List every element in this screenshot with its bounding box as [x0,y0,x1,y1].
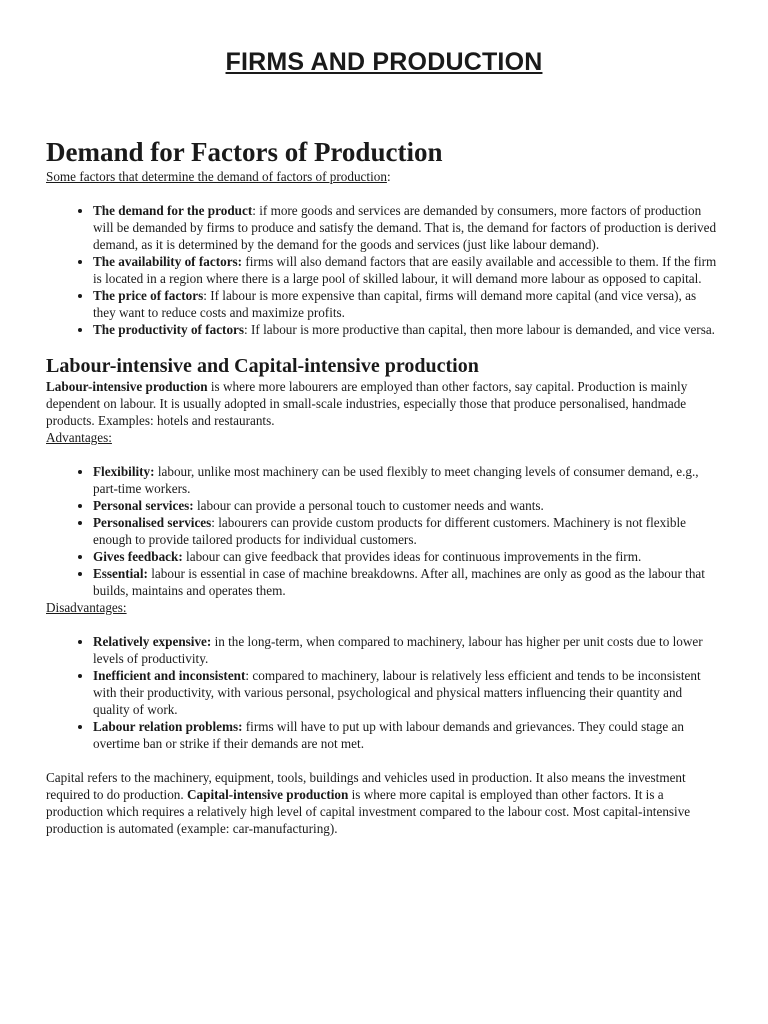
item-term: Relatively expensive: [93,634,212,649]
item-term: Personal services: [93,498,194,513]
spacer [46,185,722,202]
list-item [93,497,722,514]
capital-paragraph [46,769,722,837]
intro-text: Some factors that determine the demand of factors of production [46,169,387,184]
demand-factors-list [46,202,722,338]
section-intro [46,168,722,185]
item-text: : If labour is more productive than capital, then more labour is demanded, and vice versa. [244,322,715,337]
item-text: firms will also demand factors that are easily available and accessible to them. If the firm is located in a region where there is a large pool of skilled labour, it will demand more labour as opposed to capital. [93,254,717,286]
item-term: The availability of factors: [93,254,243,269]
list-item [93,633,722,667]
item-term: The demand for the product [93,203,253,218]
list-item [93,287,722,321]
advantages-list [46,463,722,599]
list-item [93,667,722,718]
item-term: Personalised services [93,515,212,530]
list-item [93,565,722,599]
item-text: : if more goods and services are demanded by consumers, more factors of production will be demanded by firms to produce and satisfy the demand. That is, the demand for factors of production is derived demand, as it is determined by the demand for the goods and services (just like labour demand). [93,203,717,252]
advantages-label: Advantages: [46,430,112,445]
item-text: labour can provide a personal touch to customer needs and wants. [193,498,544,513]
intro-colon: : [386,169,391,184]
item-text: : labourers can provide custom products for different customers. Machinery is not flexible enough to provide tailored products for individual customers. [93,515,687,547]
list-item [93,202,722,253]
list-item [93,718,722,752]
item-text: firms will have to put up with labour demands and grievances. They could stage an overtime ban or strike if their demands are not met. [93,719,684,751]
list-item [93,321,722,338]
spacer [46,752,722,769]
disadvantages-label: Disadvantages: [46,600,127,615]
spacer [46,616,722,633]
labour-intensive-definition [46,378,722,429]
item-term: Labour relation problems: [93,719,243,734]
item-term: Flexibility: [93,464,155,479]
list-item [93,514,722,548]
item-term: The productivity of factors [93,322,245,337]
capital-term: Capital-intensive production [187,787,349,802]
item-text: in the long-term, when compared to machinery, labour has higher per unit costs due to lower levels of productivity. [93,634,703,666]
item-term: Essential: [93,566,148,581]
disadvantages-list [46,633,722,752]
section-heading-demand: Demand for Factors of Production [46,137,443,167]
document-title: FIRMS AND PRODUCTION [225,48,543,76]
item-term: Gives feedback: [93,549,183,564]
item-text: labour, unlike most machinery can be used flexibly to meet changing levels of consumer demand, e.g., part-time workers. [93,464,699,496]
list-item [93,253,722,287]
item-term: Inefficient and inconsistent [93,668,246,683]
capital-text-post: is where more capital is employed than other factors. It is a production which requires a relatively high level of capital investment compared to the labour cost. Most capital-intensive production is automated (example: car-manufacturing). [46,787,691,836]
definition-text: is where more labourers are employed than other factors, say capital. Production is mainly dependent on labour. It is usually adopted in small-scale industries, especially those that produce personalised, handmade products. Examples: hotels and restaurants. [46,379,688,428]
capital-text-pre: Capital refers to the machinery, equipment, tools, buildings and vehicles used in production. It also means the investment required to do production. [46,770,686,802]
item-text: labour is essential in case of machine breakdowns. After all, machines are only as good as the labour that builds, maintains and operates them. [93,566,705,598]
definition-term: Labour-intensive production [46,379,208,394]
list-item [93,548,722,565]
item-text: labour can give feedback that provides ideas for continuous improvements in the firm. [182,549,642,564]
section-heading-labour-capital: Labour-intensive and Capital-intensive production [46,355,479,377]
item-term: The price of factors [93,288,204,303]
spacer [46,446,722,463]
item-text: : If labour is more expensive than capital, firms will demand more capital (and vice versa), as they want to reduce costs and maximize profits. [93,288,697,320]
list-item [93,463,722,497]
item-text: : compared to machinery, labour is relatively less efficient and tends to be inconsistent with their productivity, with various personal, psychological and physical matters influencing their quantity and quality of work. [93,668,701,717]
